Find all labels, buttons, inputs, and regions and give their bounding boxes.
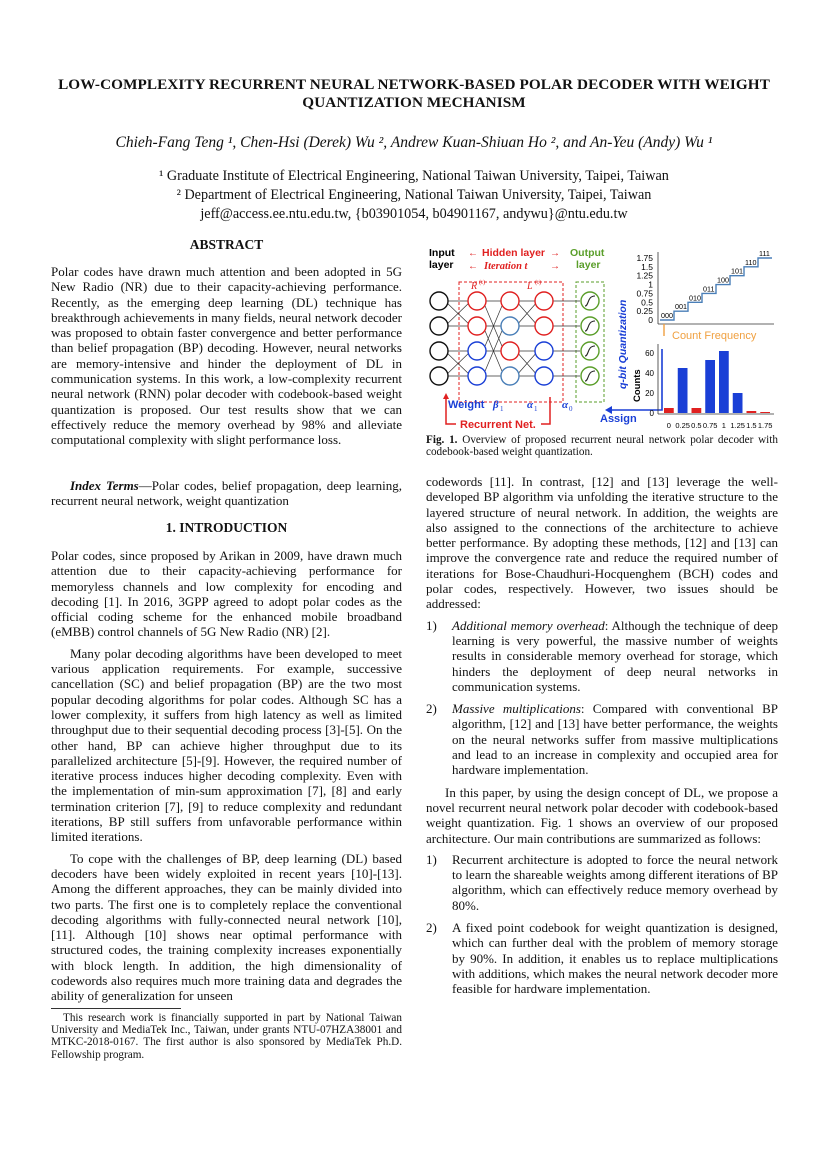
output-layer-label: layer: [576, 259, 601, 271]
issue-title: Massive multiplications: [452, 701, 581, 717]
hist-ytick-label: 0: [649, 409, 654, 418]
paper-title: LOW-COMPLEXITY RECURRENT NEURAL NETWORK-BASED POLAR DECODER WITH WEIGHT QUANTIZATION MECHANISM: [58, 76, 770, 111]
hist-xtick-label: 0.5: [691, 421, 702, 430]
step-ytick-label: 0.25: [636, 306, 653, 317]
code-label: 000: [661, 311, 673, 320]
l-label: L: [527, 281, 533, 292]
hist-bar: [664, 408, 674, 413]
quantization-step-chart: [636, 249, 774, 325]
step-ytick-label: 1.25: [636, 270, 653, 281]
contribution-text: A fixed point codebook for weight quantization is designed, which can further deal with the problem of memory storage by 90%. In addition, it enables us to replace multiplications with additions, which makes the neural network decoder more feasible for hardware implementation.: [452, 920, 778, 997]
hist-ytick-label: 40: [645, 369, 654, 378]
hist-xtick-label: 1.75: [757, 421, 773, 430]
neurons: [430, 292, 599, 385]
author-list: Chieh-Fang Teng ¹, Chen-Hsi (Derek) Wu ², Andrew Kuan-Shiuan Ho ², and An-Yeu (Andy) Wu ¹: [115, 134, 713, 151]
l-superscript: (t): [535, 279, 542, 286]
affiliation-1: ¹ Graduate Institute of Electrical Engineering, National Taiwan University, Taipei, Taiwan: [159, 168, 669, 184]
recurrent-arrow: [541, 397, 550, 424]
right-arrow-glyph: →: [550, 261, 560, 272]
weight-histogram: [632, 344, 774, 430]
hist-ytick-label: 60: [645, 349, 654, 358]
alpha-symbol: α: [562, 399, 569, 411]
hist-xtick-label: 1.5: [746, 421, 757, 430]
intro-paragraph: Many polar decoding algorithms have been developed to meet various application requirements. For example, successive cancellation (SC) and belief propagation (BP) are the two most popular decoding algorithms for polar codes. Although SC has a lower complexity, it suffers from high latency as well as limited throughput due to their sequential decoding process [3]-[5]. On the other hand, BP can achieve higher throughput due to its parallelized architecture [5]-[9]. However, the required number of iterative process induces higher decoding complexity. Even with the implementation of min-sum approximation [7], [8] and early termination criterion [7], [9] to reduce complexity and redundant iterations, BP still suffers from unfavorable performance within limited iterations.: [51, 645, 402, 845]
issue-item: [426, 701, 778, 777]
figure-1-graphic: [426, 244, 778, 430]
index-terms-text: —Polar codes, belief propagation, deep learning, recurrent neural network, weight quantization: [51, 478, 403, 509]
hist-bar: [733, 393, 743, 413]
hist-xtick-label: 1: [721, 421, 726, 430]
code-label: 110: [745, 257, 757, 267]
code-label: 011: [703, 284, 715, 294]
intro-paragraph: Polar codes, since proposed by Arikan in 2009, have drawn much attention due to their capacity-achieving performance for memoryless channels and low complexity for encoding and decoding [1]. In 2016, 3GPP agreed to adopt polar codes as the official coding scheme for the enhanced mobile broadband (eMBB) control channels of 5G New Radio (NR) [2].: [51, 548, 402, 640]
code-label: 111: [759, 249, 770, 258]
beta-subscript: 1: [500, 405, 504, 413]
abstract-text: Polar codes have drawn much attention and been adopted in 5G New Radio (NR) due to their capacity-achieving performance. Recently, as the emerging deep learning (DL) technique has breakthrough achievements in many fields, neural network decoder was proposed to obtain faster convergence and better performance than belief propagation (BP) decoding. However, neural networks are memory-intensive and hinder the deployment of DL in communication systems. In this work, a low-complexity recurrent neural network (RNN) polar decoder with codebook-based weight quantization is proposed. Our test results show that we can effectively reduce the memory overhead by 98% and alleviate computational complexity with slight performance loss.: [51, 264, 402, 448]
hist-bar: [678, 368, 688, 413]
right-paragraph: In this paper, by using the design concept of DL, we propose a novel recurrent neural network polar decoder with codebook-based weight quantization. Fig. 1 shows an overview of our proposed architecture. Our main contributions are summarized as follows:: [426, 784, 778, 846]
right-arrow-glyph: →: [550, 248, 560, 259]
affiliation-2: ² Department of Electrical Engineering, National Taiwan University, Taipei, Taiwan: [176, 187, 652, 203]
iteration-label: Iteration t: [484, 261, 528, 272]
hist-xtick-label: 0: [666, 421, 671, 430]
right-paragraph: codewords [11]. In contrast, [12] and [13] leverage the well-developed BP algorithm via unfolding the iterative structure to the layered structure of neural network. In addition, the weights are also assigned to the connections of the architecture to achieve better performance. By adopting these methods, [12] and [13] can improve the convergence rate and reduce the required number of iterations for Bose-Chaudhuri-Hocquenghem (BCH) codes and polar codes, respectively. However, two issues should be addressed:: [426, 474, 778, 612]
r-label: R: [471, 281, 478, 292]
network-edges: [445, 301, 580, 376]
step-ytick-label: 0.75: [636, 288, 653, 299]
abstract-section: [51, 237, 402, 448]
r-superscript: (t): [479, 279, 486, 286]
step-ytick-label: 1: [648, 279, 653, 290]
email-line: jeff@access.ee.ntu.edu.tw, {b03901054, b04901167, andywu}@ntu.edu.tw: [200, 206, 628, 222]
caption-text: Overview of proposed recurrent neural network polar decoder with codebook-based weight quantization.: [426, 434, 778, 459]
arrowhead: [443, 393, 449, 399]
index-terms-label: Index Terms: [70, 478, 139, 493]
output-layer-label: Output: [570, 247, 605, 259]
hist-xtick-label: 0.25: [675, 421, 690, 430]
introduction-section: [51, 520, 402, 1004]
weight-label: Weight: [448, 399, 485, 411]
code-label: 010: [689, 293, 701, 303]
q-bit-quantization-label: q-bit Quantization: [617, 299, 629, 389]
contribution-text: Recurrent architecture is adopted to force the neural network to learn the shareable weights among different iterations of BP algorithm, which can effectively reduce memory overhead by 80%.: [452, 851, 778, 913]
abstract-heading: ABSTRACT: [189, 237, 264, 252]
code-label: 001: [675, 302, 687, 312]
caption-label: Fig. 1.: [426, 434, 458, 446]
list-number: 2): [426, 920, 437, 936]
beta-symbol: β: [493, 399, 499, 411]
affiliations: [40, 167, 788, 224]
footnote: This research work is financially supported in part by National Taiwan University and MediaTek Inc., Taiwan, under grants NTU-07HZA38001 and MTKC-2018-0167. The first author is also sponsored by MediaTek Ph.D. Fellowship program.: [51, 1012, 402, 1061]
code-label: 101: [731, 266, 743, 276]
right-column: [426, 474, 778, 997]
alpha-subscript: 1: [534, 405, 538, 413]
input-layer-label: Input: [429, 247, 455, 259]
input-layer-label: layer: [429, 259, 454, 271]
hist-bar: [747, 411, 757, 413]
issue-item: [426, 618, 778, 694]
contribution-item: [426, 852, 778, 913]
hist-bar: [760, 412, 770, 413]
list-number: 1): [426, 617, 437, 633]
step-ytick-label: 0.5: [641, 297, 653, 308]
step-ytick-label: 0: [648, 315, 653, 325]
count-frequency-label: Count Frequency: [672, 330, 757, 342]
hist-ytick-label: 20: [645, 389, 654, 398]
intro-paragraph: To cope with the challenges of BP, deep learning (DL) based decoders have been widely exploited in recent years [10]-[13]. Among the different approaches, they can be mainly divided into two parts. The first one is to completely replace the conventional decoding algorithms with fully-connected neural network [10], [11]. Although [10] shows near optimal performance with structured codes, the training complexity increases exponentially with block length. In addition, the high dimensionality of codewords also requires much more training data and degrades the ability of generalization for unseen: [51, 850, 402, 1004]
alpha-subscript: 0: [569, 405, 573, 413]
issue-text: : Although the technique of deep learning is very powerful, the massive number of weights results in considerable memory overhead for storage, which hinders the deployment of deep neural networks in communication systems.: [452, 617, 778, 694]
hist-bar: [705, 360, 715, 413]
hist-bar: [719, 351, 729, 413]
hidden-layer-label: Hidden layer: [482, 247, 546, 259]
hist-xtick-label: 0.75: [702, 421, 718, 430]
hist-xtick-label: 1.25: [730, 421, 745, 430]
issue-title: Additional memory overhead: [452, 617, 605, 633]
index-terms: [51, 478, 402, 509]
assign-label: Assign: [600, 413, 637, 425]
alpha-symbol: α: [527, 399, 534, 411]
figure-caption: [426, 434, 778, 459]
code-label: 100: [717, 275, 729, 285]
hist-bar: [692, 408, 702, 413]
left-arrow-glyph: ←: [468, 248, 478, 259]
footnote-rule: [51, 1008, 181, 1009]
intro-heading: 1. INTRODUCTION: [165, 520, 288, 535]
list-number: 1): [426, 851, 437, 867]
figure-1: [426, 244, 778, 430]
step-ytick-label: 1.75: [636, 253, 653, 263]
issue-text: : Compared with conventional BP algorithm, [12] and [13] have better performance, the weights on the neural networks suffer from massive multiplications and lead to an increase in complexity and occupied area for hardware implementation.: [452, 701, 779, 778]
list-number: 2): [426, 701, 437, 717]
recurrent-net-label: Recurrent Net.: [460, 419, 536, 430]
step-ytick-label: 1.5: [641, 261, 653, 272]
counts-axis-label: Counts: [632, 369, 643, 402]
contribution-item: [426, 920, 778, 996]
left-arrow-glyph: ←: [468, 261, 478, 272]
